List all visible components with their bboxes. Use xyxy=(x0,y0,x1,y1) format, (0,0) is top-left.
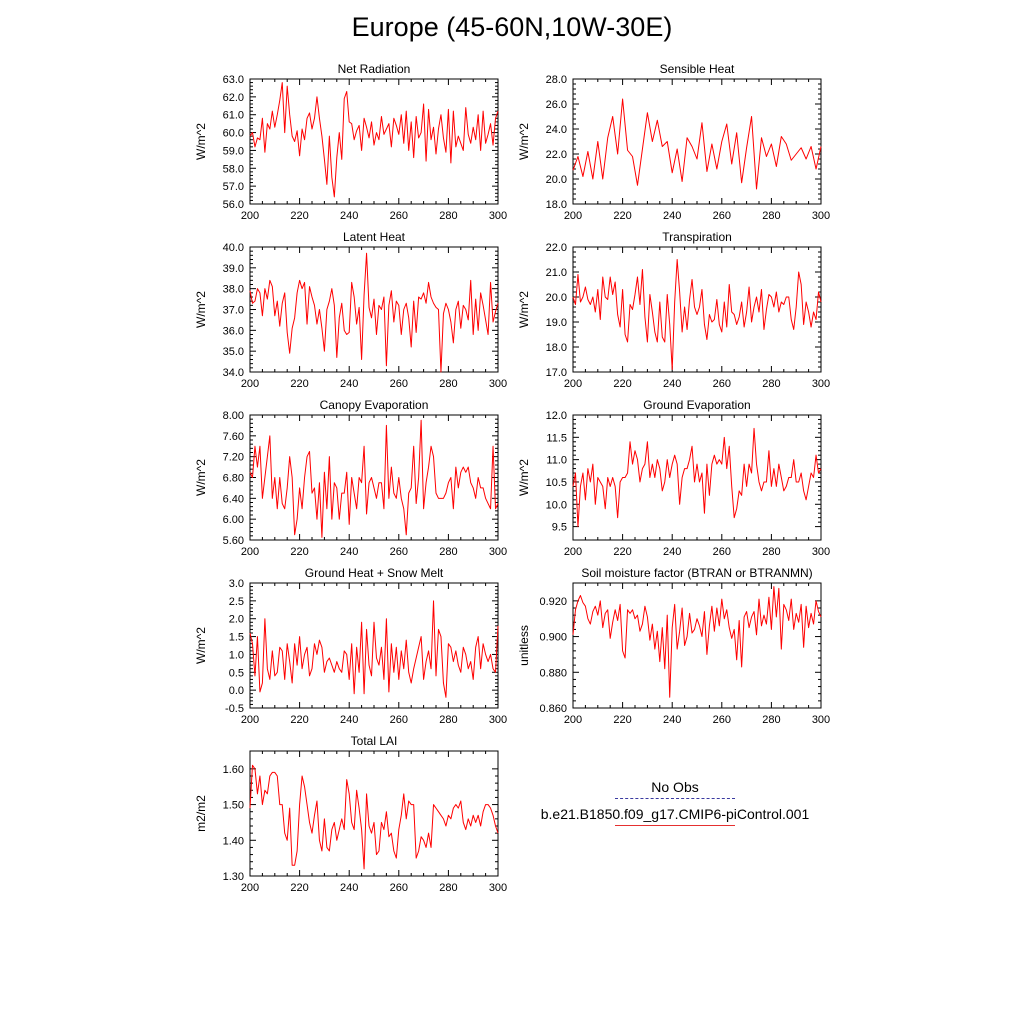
x-tick-label: 300 xyxy=(811,210,831,222)
x-tick-label: 220 xyxy=(613,378,632,390)
y-tick-label: 12.0 xyxy=(545,410,567,422)
y-axis-label: W/m^2 xyxy=(194,627,208,664)
plot-frame xyxy=(573,583,821,708)
x-tick-label: 240 xyxy=(340,714,359,726)
x-tick-label: 260 xyxy=(712,714,731,726)
y-tick-label: 62.0 xyxy=(222,91,244,104)
y-tick-label: 40.0 xyxy=(222,242,244,254)
x-tick-label: 280 xyxy=(439,378,458,390)
series-line xyxy=(573,99,821,189)
y-tick-label: 7.60 xyxy=(222,430,244,443)
y-tick-label: 57.0 xyxy=(222,181,244,194)
y-axis-label: W/m^2 xyxy=(194,291,208,328)
series-line xyxy=(250,601,498,697)
legend xyxy=(520,778,830,832)
panel-title: Ground Heat + Snow Melt xyxy=(304,566,444,580)
panel-title: Total LAI xyxy=(350,734,398,748)
x-tick-label: 280 xyxy=(762,546,781,558)
series-line xyxy=(250,83,498,197)
x-tick-label: 200 xyxy=(563,546,583,558)
series-line xyxy=(573,260,821,370)
x-tick-label: 240 xyxy=(340,546,359,558)
y-tick-label: 34.0 xyxy=(222,367,244,379)
plot-frame xyxy=(573,415,821,540)
panel-title: Transpiration xyxy=(662,230,732,244)
plot-frame xyxy=(250,751,498,876)
y-tick-label: 11.0 xyxy=(546,454,567,467)
series-line xyxy=(573,587,821,698)
series-line xyxy=(250,253,498,372)
x-tick-label: 280 xyxy=(762,378,781,390)
y-tick-label: 35.0 xyxy=(222,346,244,359)
panel-title: Canopy Evaporation xyxy=(319,398,429,412)
panel-title: Net Radiation xyxy=(337,62,411,76)
x-tick-label: 220 xyxy=(613,546,632,558)
y-tick-label: 60.0 xyxy=(222,127,244,140)
panel-title: Ground Evaporation xyxy=(643,398,751,412)
y-tick-label: 0.0 xyxy=(228,685,244,698)
y-tick-label: -0.5 xyxy=(225,703,244,715)
x-tick-label: 300 xyxy=(488,546,508,558)
series-line xyxy=(573,428,821,526)
y-axis-label: unitless xyxy=(517,625,531,666)
series-line xyxy=(250,765,498,869)
x-tick-label: 300 xyxy=(811,378,831,390)
x-tick-label: 260 xyxy=(389,714,408,726)
y-tick-label: 22.0 xyxy=(545,149,567,161)
legend-obs-label: No Obs xyxy=(651,779,699,795)
y-tick-label: 2.0 xyxy=(228,613,244,626)
y-tick-label: 38.0 xyxy=(222,283,244,296)
panel-title: Soil moisture factor (BTRAN or BTRANMN) xyxy=(581,566,813,580)
x-tick-label: 280 xyxy=(439,210,458,222)
x-tick-label: 260 xyxy=(712,378,731,390)
y-tick-label: 3.0 xyxy=(228,578,244,590)
x-tick-label: 240 xyxy=(340,882,359,894)
y-tick-label: 0.920 xyxy=(539,595,567,608)
x-tick-label: 260 xyxy=(712,210,731,222)
x-tick-label: 200 xyxy=(563,714,583,726)
y-tick-label: 8.00 xyxy=(222,410,244,422)
x-tick-label: 260 xyxy=(712,546,731,558)
x-tick-label: 200 xyxy=(563,378,583,390)
y-tick-label: 1.30 xyxy=(222,871,244,883)
x-tick-label: 220 xyxy=(290,210,309,222)
y-tick-label: 9.5 xyxy=(551,521,567,534)
chart-panel xyxy=(517,566,830,726)
x-tick-label: 240 xyxy=(663,378,682,390)
y-axis-label: W/m^2 xyxy=(517,291,531,328)
y-tick-label: 10.5 xyxy=(545,476,567,489)
x-tick-label: 280 xyxy=(762,714,781,726)
x-tick-label: 260 xyxy=(389,378,408,390)
x-tick-label: 200 xyxy=(563,210,583,222)
chart-panel xyxy=(517,398,830,558)
y-tick-label: 22.0 xyxy=(545,242,567,254)
y-tick-label: 36.0 xyxy=(222,325,244,338)
x-tick-label: 220 xyxy=(290,714,309,726)
y-tick-label: 19.0 xyxy=(545,317,567,329)
y-tick-label: 0.880 xyxy=(539,667,567,680)
y-tick-label: 6.40 xyxy=(222,493,244,506)
plot-frame xyxy=(250,415,498,540)
x-tick-label: 300 xyxy=(811,546,831,558)
y-tick-label: 10.0 xyxy=(545,499,567,512)
y-axis-label: m2/m2 xyxy=(194,795,208,832)
y-tick-label: 17.0 xyxy=(545,367,567,379)
y-tick-label: 21.0 xyxy=(545,267,567,279)
y-tick-label: 28.0 xyxy=(545,74,567,86)
x-tick-label: 200 xyxy=(240,546,260,558)
plot-frame xyxy=(250,247,498,372)
x-tick-label: 240 xyxy=(340,378,359,390)
chart-panel xyxy=(194,62,507,222)
y-tick-label: 2.5 xyxy=(228,595,244,608)
legend-model-label: b.e21.B1850.f09_g17.CMIP6-piControl.001 xyxy=(540,806,810,822)
y-tick-label: 0.900 xyxy=(539,631,567,644)
x-tick-label: 220 xyxy=(290,546,309,558)
y-tick-label: 61.0 xyxy=(222,109,244,122)
y-tick-label: 0.860 xyxy=(539,703,567,715)
series-line xyxy=(250,420,498,537)
y-tick-label: 6.00 xyxy=(222,514,244,527)
x-tick-label: 200 xyxy=(240,882,260,894)
plot-frame xyxy=(573,247,821,372)
y-axis-label: W/m^2 xyxy=(517,459,531,496)
y-tick-label: 1.60 xyxy=(222,763,244,776)
y-axis-label: W/m^2 xyxy=(194,123,208,160)
legend-obs-line xyxy=(615,798,735,799)
y-tick-label: 1.50 xyxy=(222,799,244,812)
y-tick-label: 24.0 xyxy=(545,124,567,136)
y-tick-label: 20.0 xyxy=(545,292,567,304)
x-tick-label: 220 xyxy=(613,210,632,222)
chart-panel xyxy=(194,566,507,726)
panel-title: Sensible Heat xyxy=(659,62,735,76)
chart-panel xyxy=(517,62,830,222)
chart-panel xyxy=(517,230,830,390)
figure-title: Europe (45-60N,10W-30E) xyxy=(351,12,673,42)
y-axis-label: W/m^2 xyxy=(194,459,208,496)
panel-title: Latent Heat xyxy=(342,230,406,244)
y-tick-label: 58.0 xyxy=(222,163,244,176)
y-tick-label: 1.5 xyxy=(228,631,244,644)
chart-panel xyxy=(194,734,507,894)
y-tick-label: 20.0 xyxy=(545,174,567,186)
x-tick-label: 260 xyxy=(389,210,408,222)
y-tick-label: 18.0 xyxy=(545,199,567,211)
y-tick-label: 5.60 xyxy=(222,535,244,547)
x-tick-label: 300 xyxy=(488,378,508,390)
x-tick-label: 240 xyxy=(663,210,682,222)
x-tick-label: 280 xyxy=(439,714,458,726)
x-tick-label: 200 xyxy=(240,714,260,726)
y-tick-label: 1.0 xyxy=(228,649,244,662)
y-tick-label: 39.0 xyxy=(222,262,244,275)
x-tick-label: 220 xyxy=(290,882,309,894)
x-tick-label: 240 xyxy=(663,714,682,726)
x-tick-label: 300 xyxy=(811,714,831,726)
y-tick-label: 1.40 xyxy=(222,835,244,848)
legend-model-line xyxy=(615,825,735,826)
x-tick-label: 280 xyxy=(439,882,458,894)
x-tick-label: 300 xyxy=(488,714,508,726)
y-tick-label: 26.0 xyxy=(545,99,567,111)
y-tick-label: 0.5 xyxy=(228,667,244,680)
y-tick-label: 37.0 xyxy=(222,304,244,317)
y-tick-label: 63.0 xyxy=(222,74,244,86)
x-tick-label: 220 xyxy=(613,714,632,726)
x-tick-label: 300 xyxy=(488,882,508,894)
x-tick-label: 280 xyxy=(762,210,781,222)
y-tick-label: 11.5 xyxy=(546,432,567,445)
x-tick-label: 200 xyxy=(240,378,260,390)
y-tick-label: 6.80 xyxy=(222,472,244,485)
x-tick-label: 240 xyxy=(340,210,359,222)
y-tick-label: 59.0 xyxy=(222,145,244,158)
y-tick-label: 56.0 xyxy=(222,199,244,211)
x-tick-label: 260 xyxy=(389,882,408,894)
plot-frame xyxy=(573,79,821,204)
x-tick-label: 220 xyxy=(290,378,309,390)
x-tick-label: 240 xyxy=(663,546,682,558)
y-axis-label: W/m^2 xyxy=(517,123,531,160)
x-tick-label: 260 xyxy=(389,546,408,558)
chart-panel xyxy=(194,230,507,390)
y-tick-label: 18.0 xyxy=(545,342,567,354)
y-tick-label: 7.20 xyxy=(222,451,244,464)
chart-panel xyxy=(194,398,507,558)
x-tick-label: 300 xyxy=(488,210,508,222)
x-tick-label: 280 xyxy=(439,546,458,558)
x-tick-label: 200 xyxy=(240,210,260,222)
